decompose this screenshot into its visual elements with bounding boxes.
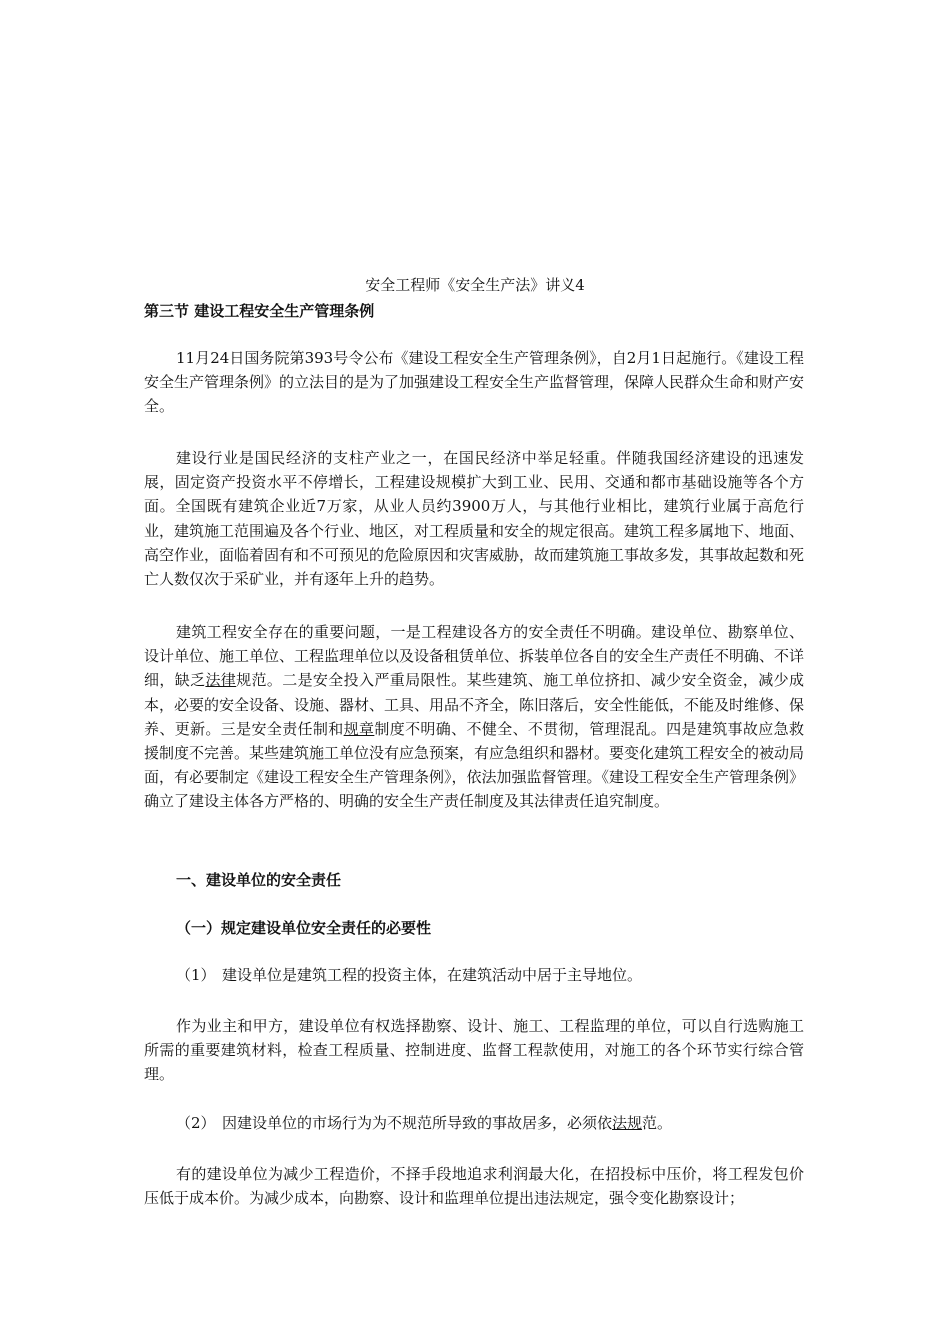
- paragraph-problems-part2: 规范。二是安全投入严重局限性。某些建筑、施工单位挤扣、减少安全资金，减少成本，必要的安全设备、设施、器材、工具、用品不齐全，陈旧落后，安全性能低，不能及时维修、保养、更新。三是安全责任制和: [144, 671, 805, 738]
- paragraph-problems-part1: 建筑工程安全存在的重要问题，一是工程建设各方的安全责任不明确。建设单位、勘察单位、设计单位、施工单位、工程监理单位以及设备租赁单位、拆装单位各自的安全生产责任不明确、不详细，缺乏: [144, 623, 805, 690]
- heading-necessity: （一）规定建设单位安全责任的必要性: [176, 919, 432, 937]
- paragraph-problems-part3: 制度不明确、不健全、不贯彻，管理混乱。四是建筑事故应急救援制度不完善。某些建筑施工单位没有应急预案，有应急组织和器材。要变化建筑工程安全的被动局面，有必要制定《建设工程安全生产管理条例》，依法加强监督管理。《建设工程安全生产管理条例》确立了建设主体各方严格的、明确的安全生产责任制度及其法律责任追究制度。: [144, 719, 805, 811]
- legal-link[interactable]: 法规: [612, 1114, 643, 1132]
- list-item-2-number: （2）: [176, 1114, 216, 1132]
- paragraph-decree: 11月24日国务院第393号令公布《建设工程安全生产管理条例》，自2月1日起施行。《建设工程安全生产管理条例》的立法目的是为了加强建设工程安全生产监督管理，保障人民群众生命和财产安全。: [144, 349, 805, 416]
- section-heading: 第三节 建设工程安全生产管理条例: [144, 302, 375, 320]
- paragraph-industry: 建设行业是国民经济的支柱产业之一，在国民经济中举足轻重。伴随我国经济建设的迅速发展，固定资产投资水平不停增长，工程建设规模扩大到工业、民用、交通和都市基础设施等各个方面。全国既有建筑企业近7万家，从业人员约3900万人，与其他行业相比，建筑行业属于高危行业，建筑施工范围遍及各个行业、地区，对工程质量和安全的规定很高。建筑工程多属地下、地面、高空作业，面临着固有和不可预见的危险原因和灾害威胁，故而建筑施工事故多发，其事故起数和死亡人数仅次于采矿业，并有逐年上升的趋势。: [144, 449, 805, 589]
- list-item-2: [176, 1112, 672, 1134]
- law-link[interactable]: 法律: [205, 671, 237, 690]
- document-title: 安全工程师《安全生产法》讲义4: [365, 276, 585, 294]
- paragraph-owner: 作为业主和甲方，建设单位有权选择勘察、设计、施工、工程监理的单位，可以自行选购施工所需的重要建筑材料，检查工程质量、控制进度、监督工程款使用，对施工的各个环节实行综合管理。: [144, 1017, 804, 1084]
- list-item-2-end: 范。: [642, 1114, 673, 1132]
- paragraph-problems: [144, 620, 804, 814]
- regulation-link[interactable]: 规章: [343, 719, 375, 738]
- paragraph-cost-cutting: 有的建设单位为减少工程造价，不择手段地追求利润最大化，在招投标中压价，将工程发包价压低于成本价。为减少成本，向勘察、设计和监理单位提出违法规定，强令变化勘察设计；: [144, 1165, 804, 1208]
- list-item-1: [176, 964, 642, 986]
- list-item-2-text: 因建设单位的市场行为为不规范所导致的事故居多，必须依: [222, 1114, 613, 1132]
- list-item-1-number: （1）: [176, 966, 216, 984]
- heading-construction-unit: 一、建设单位的安全责任: [176, 871, 342, 889]
- list-item-1-text: 建设单位是建筑工程的投资主体，在建筑活动中居于主导地位。: [222, 966, 643, 984]
